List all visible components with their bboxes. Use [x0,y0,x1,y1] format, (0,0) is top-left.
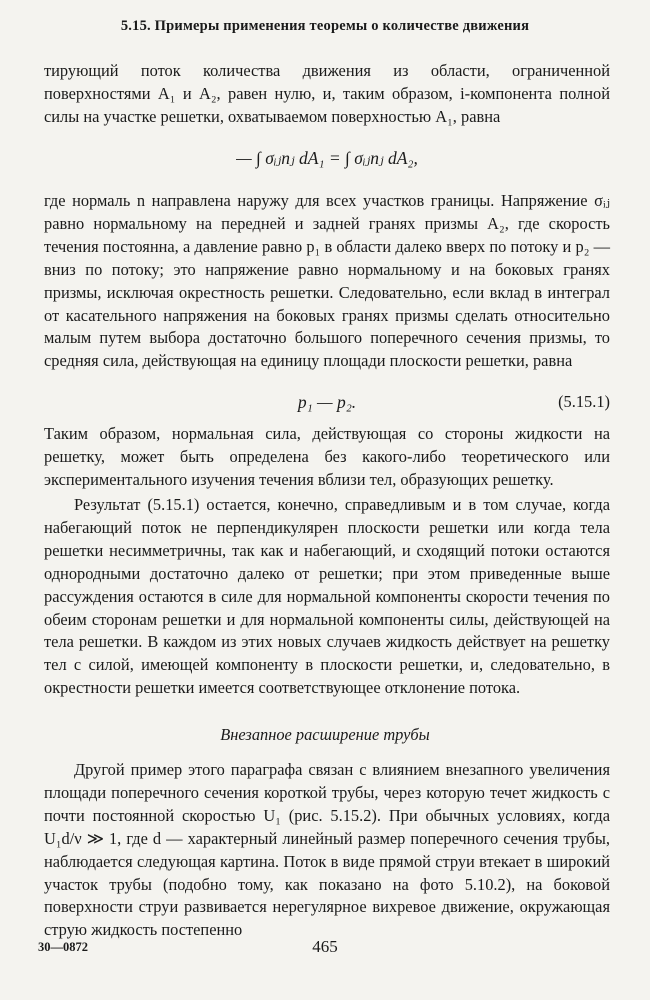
paragraph-text: Результат (5.15.1) остается, конечно, справедливым и в том случае, когда набегающий поток не перпендикулярен плоскости решетки или когда тела решетки несимметричны, так как и набегающий, и сходящий потоки остаются однородными достаточно далеко от решетки; при этом приведенные выше рассуждения остаются в силе для нормальной компоненты скорости течения по обеим сторонам решетки и для нормальной компоненты силы, действующей на тела решетки. В каждом из этих новых случаев жидкость действует на решетку тел с силой, имеющей компоненту в плоскости решетки, и, следовательно, в окрестности решетки имеется соответствующее отклонение потока. [44,495,610,698]
paragraph-conclusion [44,423,610,492]
integral-equation: — ∫ σᵢⱼnⱼ dA₁ = ∫ σᵢⱼnⱼ dA₂, [236,148,418,168]
paragraph-result [44,494,610,700]
running-head: 5.15. Примеры применения теоремы о количестве движения [120,18,530,34]
equation-number: (5.15.1) [558,392,610,411]
printer-signature: 30—0872 [38,940,88,954]
paragraph-text: где нормаль n направлена наружу для всех участков границы. Напряжение σᵢⱼ равно нормальному на передней и задней гранях призмы A₂, где скорость течения постоянна, а давление равно p₁ в области далеко вверх по потоку и p₂ — вниз по потоку; это напряжение равно нормальному и на боковых гранях призмы, исключая окрестность решетки. Следовательно, если вклад в интеграл от касательного напряжения на боковых гранях призмы сделать относительно малым путем выбора достаточно большого поперечного сечения призмы, то средняя сила, действующая на единицу площади плоскости решетки, равна [44,191,610,371]
section-title: Внезапное расширение трубы [220,725,430,744]
pressure-difference-equation: p₁ — p₂. [297,392,357,412]
paragraph-stress [44,190,610,373]
paragraph-text: Таким образом, нормальная сила, действующая со стороны жидкости на решетку, может быть определена без какого-либо теоретического или экспериментального изучения течения вблизи тел, образующих решетку. [44,424,610,489]
paragraph-text: Другой пример этого параграфа связан с влиянием внезапного увеличения площади поперечного сечения короткой трубы, через которую течет жидкость с почти постоянной скоростью U₁ (рис. 5.15.2). При обычных условиях, когда U₁d/ν ≫ 1, где d — характерный линейный размер поперечного сечения трубы, наблюдается следующая картина. Поток в виде прямой струи втекает в широкий участок трубы (подобно тому, как показано на фото 5.10.2), на боковой поверхности струи развивается нерегулярное вихревое движение, окружающая струю жидкость постепенно [44,760,610,940]
paragraph-text: тирующий поток количества движения из области, ограниченной поверхностями A₁ и A₂, равен нулю, и, таким образом, i-компонента полной силы на участке решетки, охватываемом поверхностью A₁, равна [44,61,610,126]
paragraph-intro [44,60,610,129]
paragraph-pipe-expansion [44,759,610,942]
page-number: 465 [312,937,338,956]
